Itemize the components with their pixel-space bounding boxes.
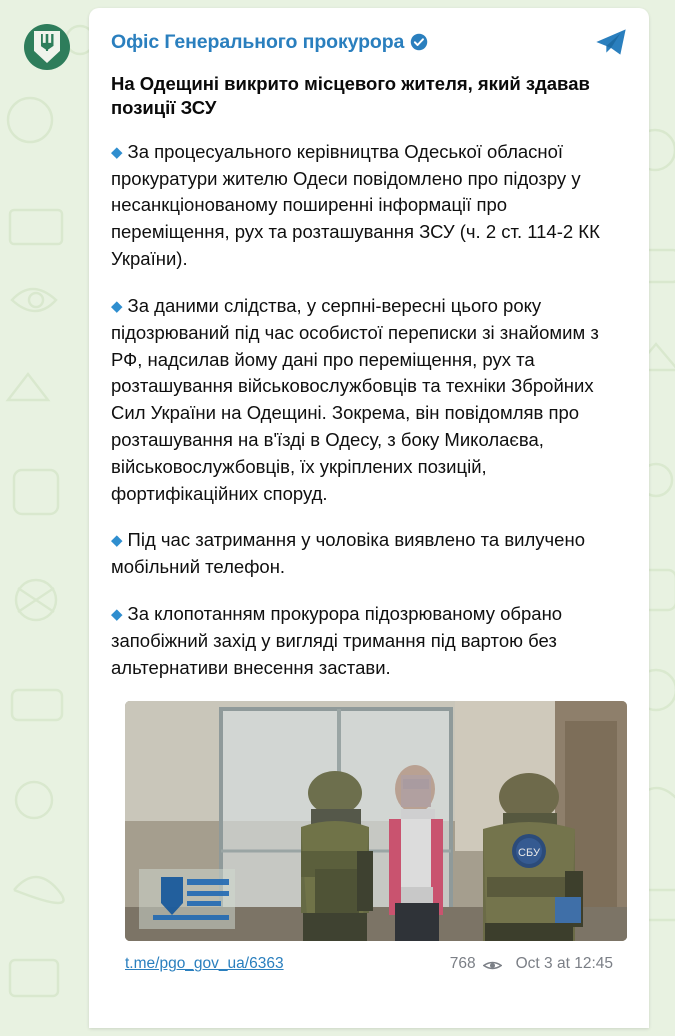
channel-name[interactable]: Офіс Генерального прокурора [111,30,405,53]
post-paragraph-4 [111,601,627,681]
paragraph-text: За даними слідства, у серпні-вересні цього року підозрюваний під час особистої переписки зі знайомим з РФ, надсилав йому дані про переміщення, рух та розташування військовослужбовців та техніки Збройних Сил України на Одещині. Зокрема, він повідомляв про розташування на в'їзді в Одесу, з боку Миколаєва, військовослужбовців, їх укріплених позицій, фортифікаційних споруд. [111,294,599,504]
paragraph-text: За процесуального керівництва Одеської обласної прокуратури жителю Одеси повідомлено про підозру у несанкціонованому поширенні інформації про переміщення, рух та розташування ЗСУ (ч. 2 ст. 114-2 КК України). [111,140,600,270]
post-title: На Одещині викрито місцевого жителя, який здавав позиції ЗСУ [111,73,590,119]
channel-avatar[interactable] [24,24,70,70]
svg-text:СБУ: СБУ [518,847,540,860]
bullet-diamond-icon: ◆ [111,606,123,623]
telegram-logo-icon[interactable] [595,26,627,58]
bullet-diamond-icon: ◆ [111,532,123,550]
bullet-diamond-icon: ◆ [111,143,123,161]
paragraph-text: За клопотанням прокурора підозрюваному обрано запобіжний захід у вигляді тримання під вартою без альтернативи внесення застави. [111,603,563,678]
eye-icon [483,959,500,970]
courtroom-detainee-photo[interactable] [125,701,627,941]
view-count-value: 768 [449,955,476,973]
paragraph-text: Під час затримання у чоловіка виявлено та вилучено мобільний телефон. [111,529,585,578]
bullet-diamond-icon: ◆ [111,297,123,315]
post-paragraph-3 [111,527,627,581]
telegram-post-card [89,8,649,1028]
prosecutor-crest-icon [34,31,60,63]
post-header [111,26,627,58]
post-paragraph-1 [111,139,627,273]
verified-badge-icon [410,33,428,51]
post-permalink[interactable]: t.me/pgo_gov_ua/6363 [125,955,284,973]
view-count [450,955,500,973]
post-footer [125,955,613,973]
post-date: Oct 3 at 12:45 [515,955,613,973]
post-paragraph-2 [111,293,627,508]
